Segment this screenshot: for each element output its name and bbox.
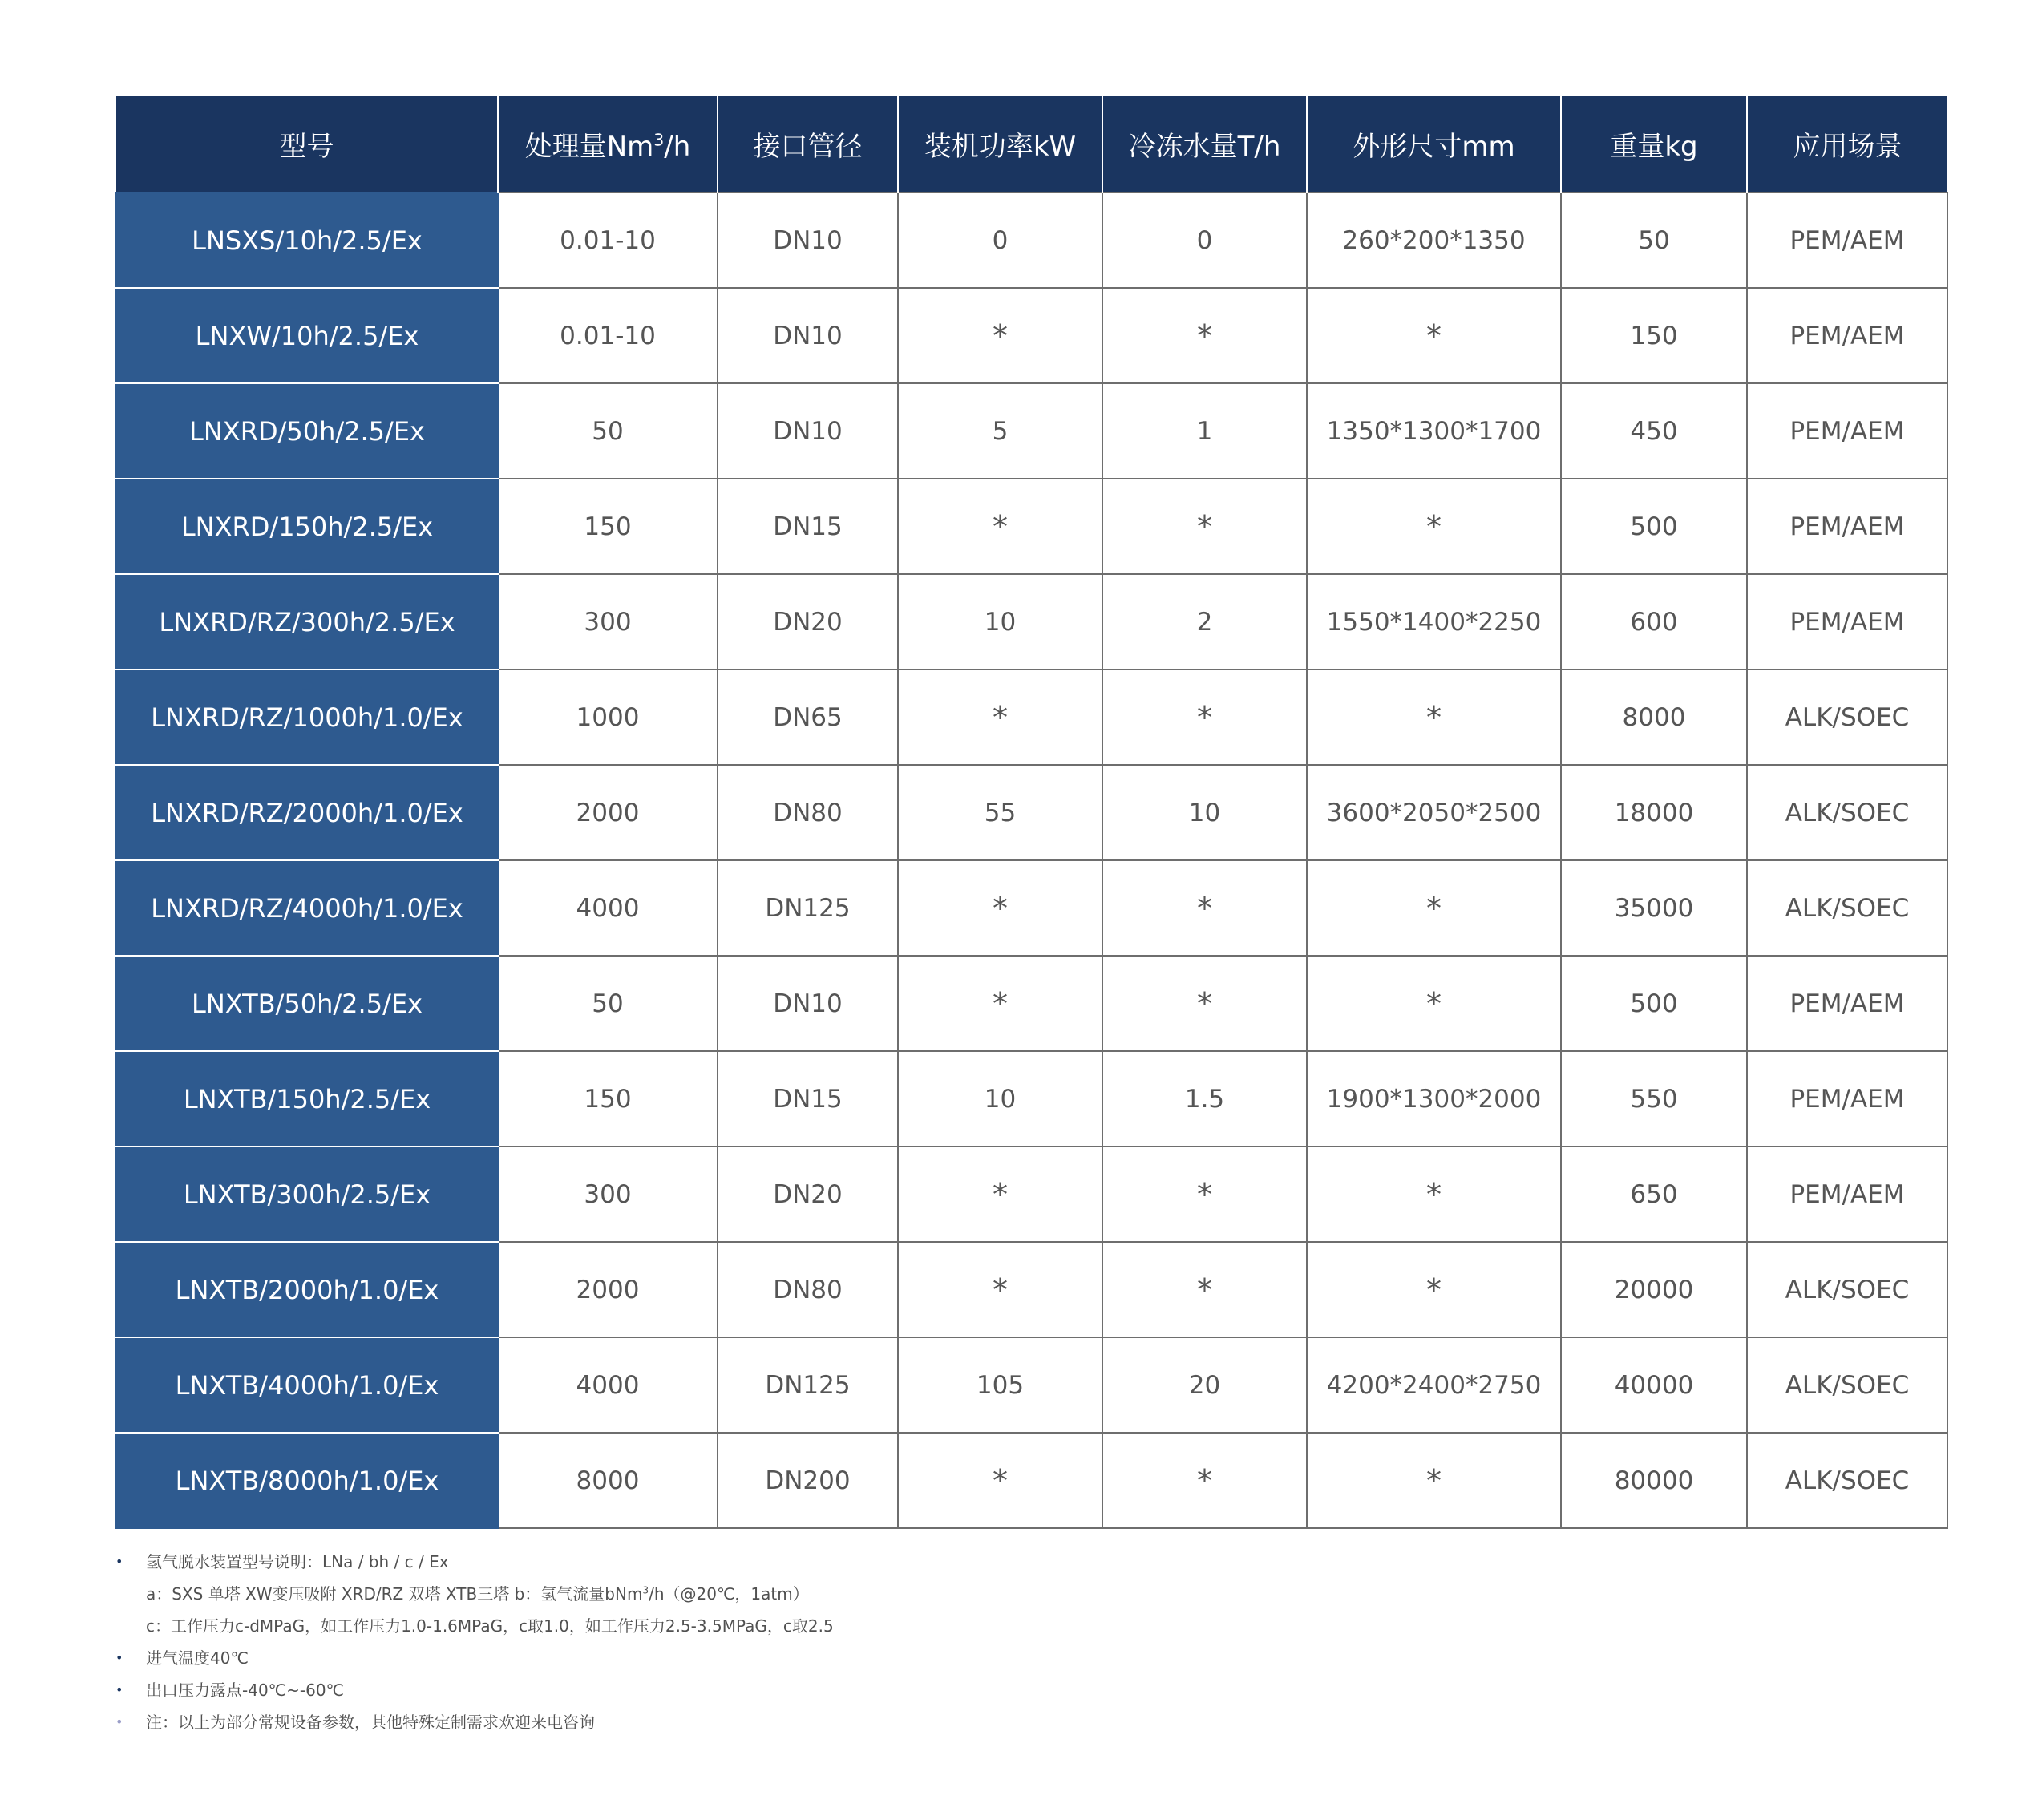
table-row	[116, 192, 1947, 288]
model-cell: LNXRD/RZ/4000h/1.0/Ex	[116, 860, 498, 956]
application-cell: ALK/SOEC	[1747, 1242, 1947, 1337]
dimensions-cell: *	[1307, 669, 1561, 765]
table-row	[116, 1242, 1947, 1337]
pipe-diameter-cell: DN10	[718, 288, 898, 383]
pipe-diameter-cell: DN10	[718, 956, 898, 1051]
power-cell: *	[898, 669, 1102, 765]
chilled-water-cell: *	[1102, 479, 1307, 574]
dimensions-cell: 4200*2400*2750	[1307, 1337, 1561, 1433]
note-text: /h（@20℃，1atm）	[649, 1584, 809, 1604]
note-inlet-temperature	[115, 1642, 1238, 1674]
table-row	[116, 669, 1947, 765]
table-row	[116, 956, 1947, 1051]
note-outlet-dew-point	[115, 1674, 1238, 1706]
table-row	[116, 288, 1947, 383]
application-cell: ALK/SOEC	[1747, 669, 1947, 765]
header-superscript: 3	[653, 130, 665, 150]
header-text: 处理量Nm	[524, 131, 654, 163]
model-cell: LNXW/10h/2.5/Ex	[116, 288, 498, 383]
header-model	[116, 96, 498, 192]
weight-cell: 600	[1561, 574, 1747, 669]
note-line: 注：以上为部分常规设备参数，其他特殊定制需求欢迎来电咨询	[146, 1713, 595, 1732]
model-cell: LNSXS/10h/2.5/Ex	[116, 192, 498, 288]
chilled-water-cell: 1.5	[1102, 1051, 1307, 1147]
application-cell: ALK/SOEC	[1747, 860, 1947, 956]
model-cell: LNXRD/RZ/1000h/1.0/Ex	[116, 669, 498, 765]
dimensions-cell: *	[1307, 1147, 1561, 1242]
pipe-diameter-cell: DN10	[718, 192, 898, 288]
header-text: 冷冻水量T/h	[1128, 131, 1281, 163]
dimensions-cell: 260*200*1350	[1307, 192, 1561, 288]
chilled-water-cell: *	[1102, 669, 1307, 765]
power-cell: 0	[898, 192, 1102, 288]
model-cell: LNXRD/150h/2.5/Ex	[116, 479, 498, 574]
note-line: 进气温度40℃	[146, 1648, 249, 1668]
header-pipe-diameter	[718, 96, 898, 192]
header-text: 接口管径	[753, 131, 863, 163]
chilled-water-cell: 0	[1102, 192, 1307, 288]
model-cell: LNXTB/8000h/1.0/Ex	[116, 1433, 498, 1528]
model-cell: LNXTB/150h/2.5/Ex	[116, 1051, 498, 1147]
table-row	[116, 574, 1947, 669]
application-cell: ALK/SOEC	[1747, 1337, 1947, 1433]
chilled-water-cell: *	[1102, 1242, 1307, 1337]
weight-cell: 550	[1561, 1051, 1747, 1147]
application-cell: PEM/AEM	[1747, 479, 1947, 574]
pipe-diameter-cell: DN20	[718, 1147, 898, 1242]
header-text: 应用场景	[1793, 131, 1902, 163]
note-line: 出口压力露点-40℃~-60℃	[146, 1680, 345, 1700]
table-header-row	[116, 96, 1947, 192]
capacity-cell: 8000	[498, 1433, 718, 1528]
chilled-water-cell: 1	[1102, 383, 1307, 479]
capacity-cell: 1000	[498, 669, 718, 765]
application-cell: PEM/AEM	[1747, 956, 1947, 1051]
pipe-diameter-cell: DN80	[718, 765, 898, 860]
table-row	[116, 1147, 1947, 1242]
chilled-water-cell: *	[1102, 288, 1307, 383]
bullet-icon: •	[115, 1554, 123, 1569]
dimensions-cell: *	[1307, 860, 1561, 956]
power-cell: *	[898, 1242, 1102, 1337]
power-cell: 10	[898, 1051, 1102, 1147]
power-cell: 5	[898, 383, 1102, 479]
pipe-diameter-cell: DN15	[718, 1051, 898, 1147]
weight-cell: 35000	[1561, 860, 1747, 956]
dimensions-cell: *	[1307, 479, 1561, 574]
capacity-cell: 300	[498, 1147, 718, 1242]
application-cell: PEM/AEM	[1747, 192, 1947, 288]
table-row	[116, 1433, 1947, 1528]
weight-cell: 150	[1561, 288, 1747, 383]
header-text: 装机功率kW	[924, 131, 1077, 163]
table-row	[116, 860, 1947, 956]
model-cell: LNXRD/RZ/300h/2.5/Ex	[116, 574, 498, 669]
pipe-diameter-cell: DN125	[718, 1337, 898, 1433]
dimensions-cell: *	[1307, 288, 1561, 383]
header-suffix: /h	[664, 131, 691, 163]
application-cell: ALK/SOEC	[1747, 1433, 1947, 1528]
note-superscript: 3	[642, 1584, 649, 1596]
power-cell: *	[898, 956, 1102, 1051]
model-cell: LNXRD/RZ/2000h/1.0/Ex	[116, 765, 498, 860]
note-line	[141, 1578, 1238, 1610]
notes-list	[115, 1546, 1238, 1738]
application-cell: PEM/AEM	[1747, 1051, 1947, 1147]
model-cell: LNXTB/4000h/1.0/Ex	[116, 1337, 498, 1433]
note-text: a：SXS 单塔 XW变压吸附 XRD/RZ 双塔 XTB三塔 b：氢气流量bNm	[146, 1584, 643, 1604]
capacity-cell: 4000	[498, 860, 718, 956]
power-cell: *	[898, 1433, 1102, 1528]
header-power	[898, 96, 1102, 192]
capacity-cell: 300	[498, 574, 718, 669]
table-row	[116, 1051, 1947, 1147]
pipe-diameter-cell: DN15	[718, 479, 898, 574]
chilled-water-cell: *	[1102, 956, 1307, 1051]
capacity-cell: 2000	[498, 1242, 718, 1337]
dimensions-cell: *	[1307, 1242, 1561, 1337]
header-weight	[1561, 96, 1747, 192]
power-cell: *	[898, 860, 1102, 956]
application-cell: PEM/AEM	[1747, 574, 1947, 669]
model-cell: LNXTB/50h/2.5/Ex	[116, 956, 498, 1051]
capacity-cell: 4000	[498, 1337, 718, 1433]
pipe-diameter-cell: DN65	[718, 669, 898, 765]
dimensions-cell: *	[1307, 1433, 1561, 1528]
weight-cell: 450	[1561, 383, 1747, 479]
table-row	[116, 765, 1947, 860]
bullet-icon: •	[115, 1714, 123, 1729]
table-row	[116, 479, 1947, 574]
weight-cell: 20000	[1561, 1242, 1747, 1337]
table-row	[116, 383, 1947, 479]
note-line: c：工作压力c-dMPaG，如工作压力1.0-1.6MPaG，c取1.0，如工作压力2.5-3.5MPaG，c取2.5	[146, 1616, 834, 1636]
application-cell: PEM/AEM	[1747, 1147, 1947, 1242]
weight-cell: 50	[1561, 192, 1747, 288]
chilled-water-cell: 10	[1102, 765, 1307, 860]
weight-cell: 8000	[1561, 669, 1747, 765]
weight-cell: 18000	[1561, 765, 1747, 860]
note-line: 氢气脱水装置型号说明：LNa / bh / c / Ex	[146, 1552, 449, 1571]
capacity-cell: 50	[498, 383, 718, 479]
weight-cell: 40000	[1561, 1337, 1747, 1433]
pipe-diameter-cell: DN10	[718, 383, 898, 479]
dimensions-cell: 1350*1300*1700	[1307, 383, 1561, 479]
capacity-cell: 0.01-10	[498, 192, 718, 288]
table-body	[116, 192, 1947, 1528]
power-cell: *	[898, 288, 1102, 383]
header-text: 重量kg	[1610, 131, 1698, 163]
dimensions-cell: 1550*1400*2250	[1307, 574, 1561, 669]
bullet-icon: •	[115, 1682, 123, 1697]
chilled-water-cell: *	[1102, 1147, 1307, 1242]
note-remark	[115, 1706, 1238, 1738]
bullet-icon: •	[115, 1650, 123, 1665]
weight-cell: 650	[1561, 1147, 1747, 1242]
header-text: 外形尺寸mm	[1353, 131, 1515, 163]
power-cell: 105	[898, 1337, 1102, 1433]
pipe-diameter-cell: DN80	[718, 1242, 898, 1337]
pipe-diameter-cell: DN125	[718, 860, 898, 956]
header-text: 型号	[279, 131, 334, 163]
application-cell: PEM/AEM	[1747, 288, 1947, 383]
chilled-water-cell: 2	[1102, 574, 1307, 669]
pipe-diameter-cell: DN20	[718, 574, 898, 669]
weight-cell: 500	[1561, 956, 1747, 1051]
application-cell: ALK/SOEC	[1747, 765, 1947, 860]
model-cell: LNXRD/50h/2.5/Ex	[116, 383, 498, 479]
dimensions-cell: 3600*2050*2500	[1307, 765, 1561, 860]
capacity-cell: 150	[498, 479, 718, 574]
capacity-cell: 50	[498, 956, 718, 1051]
capacity-cell: 150	[498, 1051, 718, 1147]
model-cell: LNXTB/300h/2.5/Ex	[116, 1147, 498, 1242]
chilled-water-cell: *	[1102, 860, 1307, 956]
header-application	[1747, 96, 1947, 192]
dimensions-cell: 1900*1300*2000	[1307, 1051, 1561, 1147]
capacity-cell: 2000	[498, 765, 718, 860]
dimensions-cell: *	[1307, 956, 1561, 1051]
note-model-explanation	[115, 1546, 1238, 1642]
power-cell: *	[898, 1147, 1102, 1242]
table-row	[116, 1337, 1947, 1433]
pipe-diameter-cell: DN200	[718, 1433, 898, 1528]
capacity-cell: 0.01-10	[498, 288, 718, 383]
spec-table	[115, 96, 1948, 1529]
weight-cell: 80000	[1561, 1433, 1747, 1528]
weight-cell: 500	[1561, 479, 1747, 574]
header-dimensions	[1307, 96, 1561, 192]
model-cell: LNXTB/2000h/1.0/Ex	[116, 1242, 498, 1337]
chilled-water-cell: *	[1102, 1433, 1307, 1528]
header-chilled-water	[1102, 96, 1307, 192]
power-cell: 55	[898, 765, 1102, 860]
application-cell: PEM/AEM	[1747, 383, 1947, 479]
chilled-water-cell: 20	[1102, 1337, 1307, 1433]
power-cell: *	[898, 479, 1102, 574]
header-capacity	[498, 96, 718, 192]
power-cell: 10	[898, 574, 1102, 669]
